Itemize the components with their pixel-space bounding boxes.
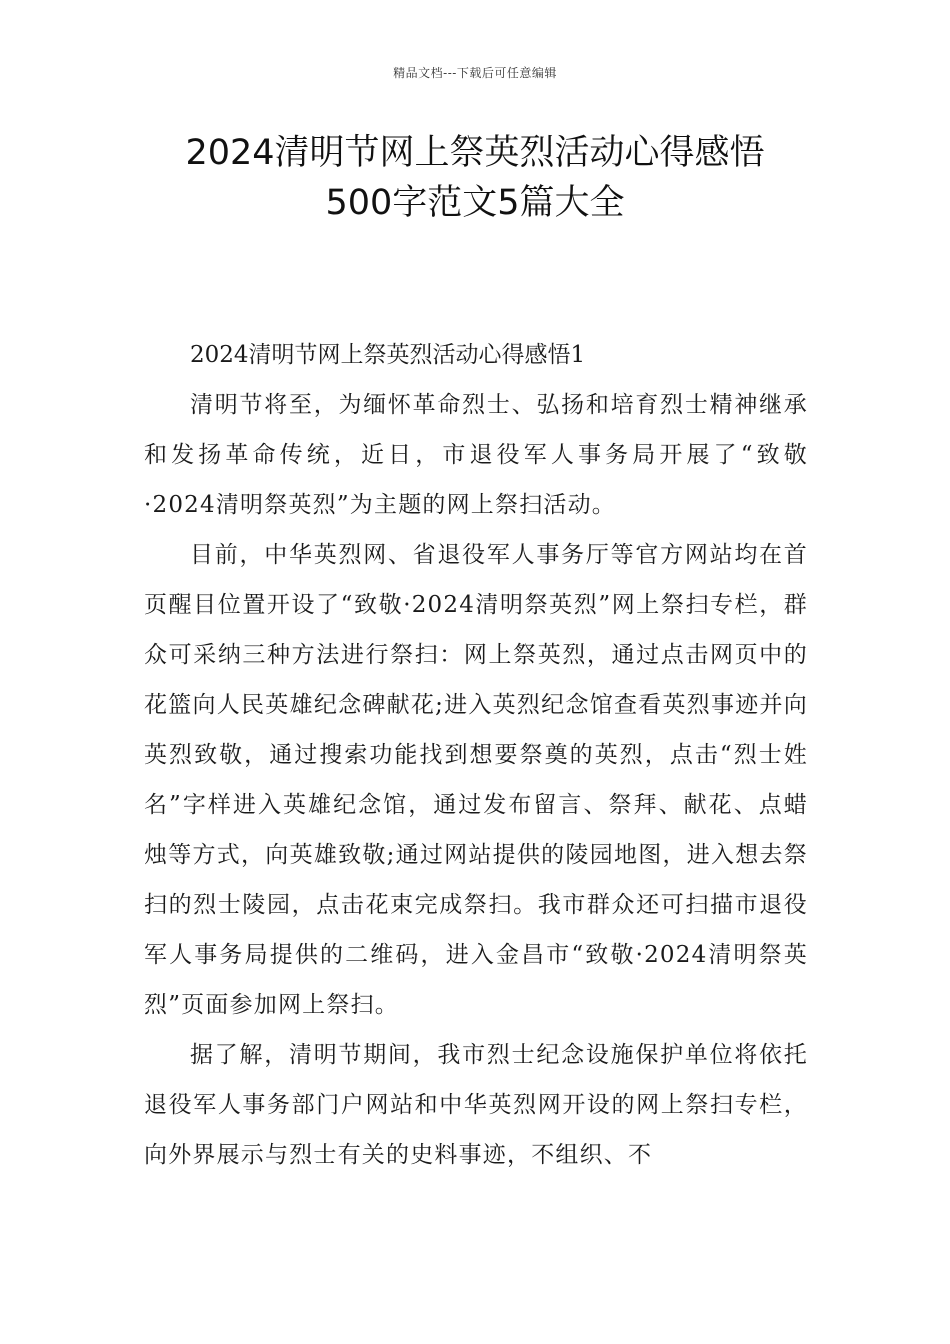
document-title xyxy=(100,128,850,228)
title-line-1: 2024清明节网上祭英烈活动心得感悟 xyxy=(185,133,765,173)
paragraph-2: 目前，中华英烈网、省退役军人事务厅等官方网站均在首页醒目位置开设了“致敬·2024清明祭英烈”网上祭扫专栏，群众可采纳三种方法进行祭扫：网上祭英烈，通过点击网页中的花篮向人民英雄纪念碑献花;进入英烈纪念馆查看英烈事迹并向英烈致敬，通过搜索功能找到想要祭奠的英烈，点击“烈士姓名”字样进入英雄纪念馆，通过发布留言、祭拜、献花、点蜡烛等方式，向英雄致敬;通过网站提供的陵园地图，进入想去祭扫的烈士陵园，点击花束完成祭扫。我市群众还可扫描市退役军人事务局提供的二维码，进入金昌市“致敬·2024清明祭英烈”页面参加网上祭扫。 xyxy=(144,542,808,1018)
section-heading: 2024清明节网上祭英烈活动心得感悟1 xyxy=(190,342,586,368)
header-note: 精品文档---下载后可任意编辑 xyxy=(393,66,557,80)
paragraph-1: 清明节将至，为缅怀革命烈士、弘扬和培育烈士精神继承和发扬革命传统，近日，市退役军人事务局开展了“致敬·2024清明祭英烈”为主题的网上祭扫活动。 xyxy=(144,392,808,518)
document-body xyxy=(144,330,808,1180)
title-line-2: 500字范文5篇大全 xyxy=(325,183,625,223)
paragraph-3: 据了解，清明节期间，我市烈士纪念设施保护单位将依托退役军人事务部门户网站和中华英烈网开设的网上祭扫专栏，向外界展示与烈士有关的史料事迹，不组织、不 xyxy=(144,1042,808,1168)
